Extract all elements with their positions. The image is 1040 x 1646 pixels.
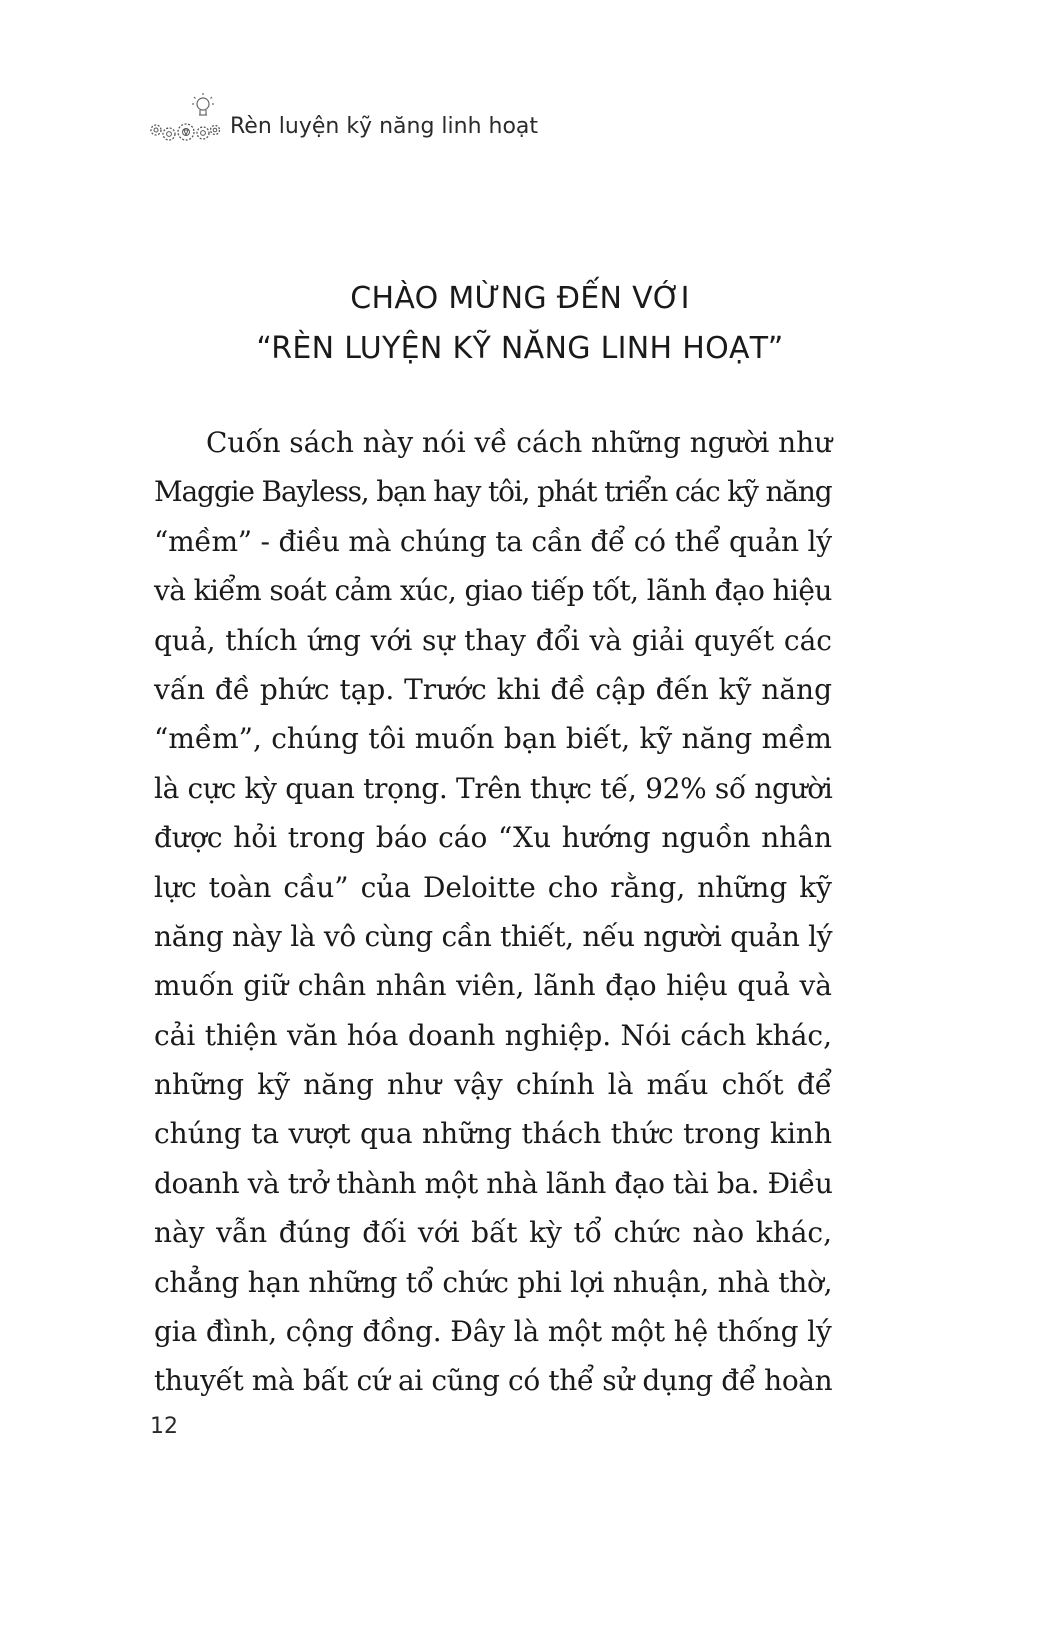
body-line: và kiểm soát cảm xúc, giao tiếp tốt, lãnh đạo hiệu (154, 574, 832, 608)
running-header-title: Rèn luyện kỹ năng linh hoạt (230, 114, 539, 139)
body-line: thuyết mà bất cứ ai cũng có thể sử dụng để hoàn (154, 1364, 833, 1398)
body-line: cải thiện văn hóa doanh nghiệp. Nói cách khác, (154, 1018, 832, 1052)
body-line: chẳng hạn những tổ chức phi lợi nhuận, nhà thờ, (154, 1265, 833, 1299)
body-line: doanh và trở thành một nhà lãnh đạo tài ba. Điều (154, 1166, 833, 1200)
chapter-title-line-2: “RÈN LUYỆN KỸ NĂNG LINH HOẠT” (256, 331, 784, 366)
body-paragraph (154, 418, 832, 1406)
body-line: này vẫn đúng đối với bất kỳ tổ chức nào khác, (154, 1216, 832, 1250)
body-line: quả, thích ứng với sự thay đổi và giải quyết các (154, 623, 832, 657)
body-line: lực toàn cầu” của Deloitte cho rằng, những kỹ (154, 870, 832, 904)
body-line: năng này là vô cùng cần thiết, nếu người quản lý (154, 919, 833, 953)
chapter-title (0, 274, 1040, 374)
body-line: “mềm” - điều mà chúng ta cần để có thể quản lý (154, 524, 832, 558)
body-line: “mềm”, chúng tôi muốn bạn biết, kỹ năng mềm (154, 722, 832, 756)
body-line: gia đình, cộng đồng. Đây là một một hệ thống lý (154, 1315, 832, 1349)
body-line: muốn giữ chân nhân viên, lãnh đạo hiệu quả và (154, 969, 832, 1003)
chapter-title-line-1: CHÀO MỪNG ĐẾN VỚI (350, 281, 690, 316)
body-line: Cuốn sách này nói về cách những người như (206, 426, 833, 459)
body-line: vấn đề phức tạp. Trước khi đề cập đến kỹ năng (154, 672, 832, 706)
body-line: Maggie Bayless, bạn hay tôi, phát triển các kỹ năng (154, 475, 832, 509)
body-line: là cực kỳ quan trọng. Trên thực tế, 92% số người (154, 771, 833, 805)
body-line: những kỹ năng như vậy chính là mấu chốt để (154, 1068, 832, 1102)
running-header (148, 88, 538, 148)
body-line: được hỏi trong báo cáo “Xu hướng nguồn nhân (154, 821, 832, 855)
body-line: chúng ta vượt qua những thách thức trong kinh (154, 1117, 832, 1151)
page-number: 12 (150, 1414, 178, 1439)
gears-lightbulb-icon (148, 92, 222, 148)
